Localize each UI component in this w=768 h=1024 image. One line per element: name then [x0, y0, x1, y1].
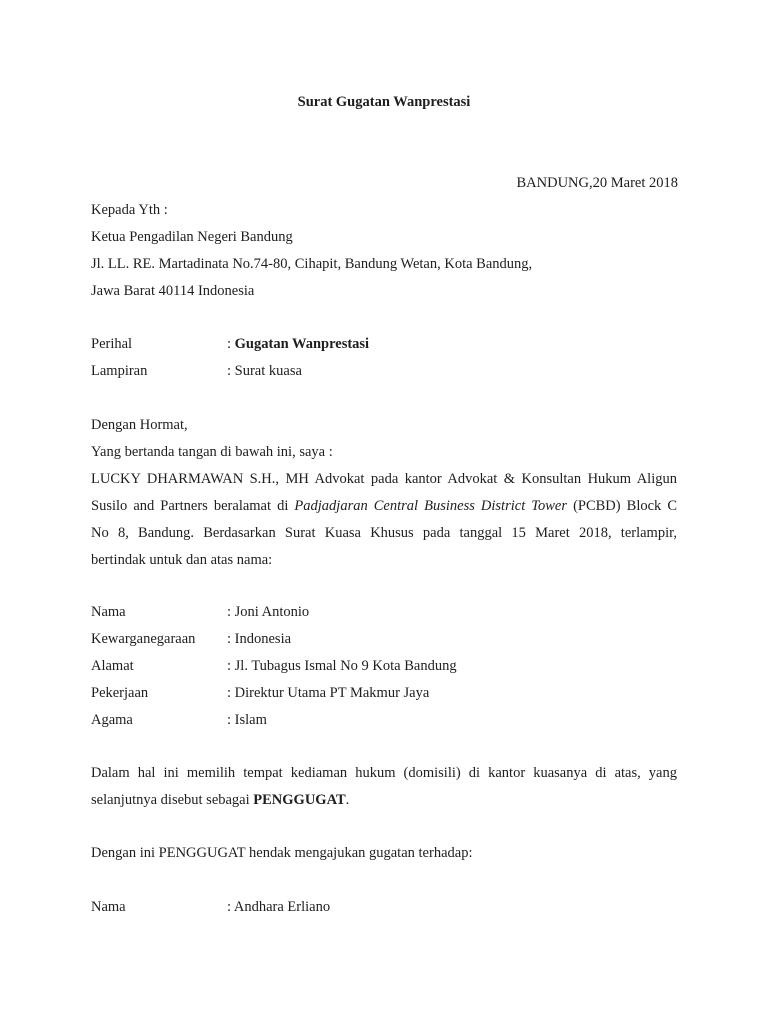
plaintiff-pekerjaan-colon: :	[227, 685, 235, 701]
perihal-row	[91, 335, 369, 353]
plaintiff-alamat-value: Jl. Tubagus Ismal No 9 Kota Bandung	[234, 658, 457, 674]
plaintiff-nama-colon: :	[227, 604, 235, 620]
lampiran-row	[91, 362, 302, 380]
lawyer-line-1: LUCKY DHARMAWAN S.H., MH Advokat pada kantor Advokat & Konsultan Hukum Aligun	[91, 471, 677, 487]
perihal-colon: :	[227, 336, 235, 352]
plaintiff-kewarganegaraan-row	[91, 630, 291, 648]
plaintiff-agama-row	[91, 711, 267, 729]
plaintiff-kewarganegaraan-value: Indonesia	[234, 631, 292, 647]
recipient-salutation: Kepada Yth :	[91, 202, 168, 218]
plaintiff-alamat-row	[91, 657, 457, 675]
recipient-name: Ketua Pengadilan Negeri Bandung	[91, 229, 293, 245]
domicile-line-2-a: selanjutnya disebut sebagai	[91, 792, 254, 808]
plaintiff-pekerjaan-value: Direktur Utama PT Makmur Jaya	[234, 685, 430, 701]
plaintiff-alamat-colon: :	[227, 658, 235, 674]
defendant-nama-colon: :	[227, 899, 234, 915]
perihal-label: Perihal	[91, 336, 133, 352]
lawyer-line-4: bertindak untuk dan atas nama:	[91, 552, 273, 568]
intro-text: Yang bertanda tangan di bawah ini, saya :	[91, 444, 333, 460]
plaintiff-agama-label: Agama	[91, 712, 133, 728]
plaintiff-nama-label: Nama	[91, 604, 126, 620]
plaintiff-nama-row	[91, 603, 309, 621]
domicile-line-2-b: .	[345, 792, 350, 808]
recipient-address-2: Jawa Barat 40114 Indonesia	[91, 283, 255, 299]
greeting: Dengan Hormat,	[91, 417, 188, 433]
recipient-address-1: Jl. LL. RE. Martadinata No.74-80, Cihapit, Bandung Wetan, Kota Bandung,	[91, 256, 533, 272]
defendant-nama-label: Nama	[91, 899, 126, 915]
domicile-line-2	[91, 791, 349, 809]
plaintiff-alamat-label: Alamat	[91, 658, 134, 674]
plaintiff-nama-value: Joni Antonio	[234, 604, 310, 620]
lawyer-line-2	[91, 497, 677, 515]
lawyer-line-2-italic: Padjadjaran Central Business District Tower	[294, 498, 568, 514]
plaintiff-kewarganegaraan-colon: :	[227, 631, 235, 647]
plaintiff-kewarganegaraan-label: Kewarganegaraan	[91, 631, 196, 647]
domicile-line-2-bold: PENGGUGAT	[253, 792, 346, 808]
against-text: Dengan ini PENGGUGAT hendak mengajukan gugatan terhadap:	[91, 845, 473, 861]
lampiran-value: Surat kuasa	[234, 363, 302, 379]
lampiran-colon: :	[227, 363, 235, 379]
lampiran-label: Lampiran	[91, 363, 148, 379]
lawyer-line-3: No 8, Bandung. Berdasarkan Surat Kuasa Khusus pada tanggal 15 Maret 2018, terlampir,	[91, 525, 677, 541]
plaintiff-agama-colon: :	[227, 712, 235, 728]
defendant-nama-value: Andhara Erliano	[233, 899, 331, 915]
lawyer-line-2-b: (PCBD) Block C	[567, 498, 678, 514]
perihal-value: Gugatan Wanprestasi	[234, 336, 370, 352]
lawyer-line-2-a: Susilo and Partners beralamat di	[91, 498, 295, 514]
plaintiff-agama-value: Islam	[234, 712, 267, 728]
plaintiff-pekerjaan-row	[91, 684, 429, 702]
plaintiff-pekerjaan-label: Pekerjaan	[91, 685, 149, 701]
letter-date: BANDUNG,20 Maret 2018	[516, 175, 678, 191]
defendant-nama-row	[91, 898, 330, 916]
domicile-line-1: Dalam hal ini memilih tempat kediaman hukum (domisili) di kantor kuasanya di atas, yang	[91, 765, 677, 781]
document-title: Surat Gugatan Wanprestasi	[297, 94, 471, 110]
